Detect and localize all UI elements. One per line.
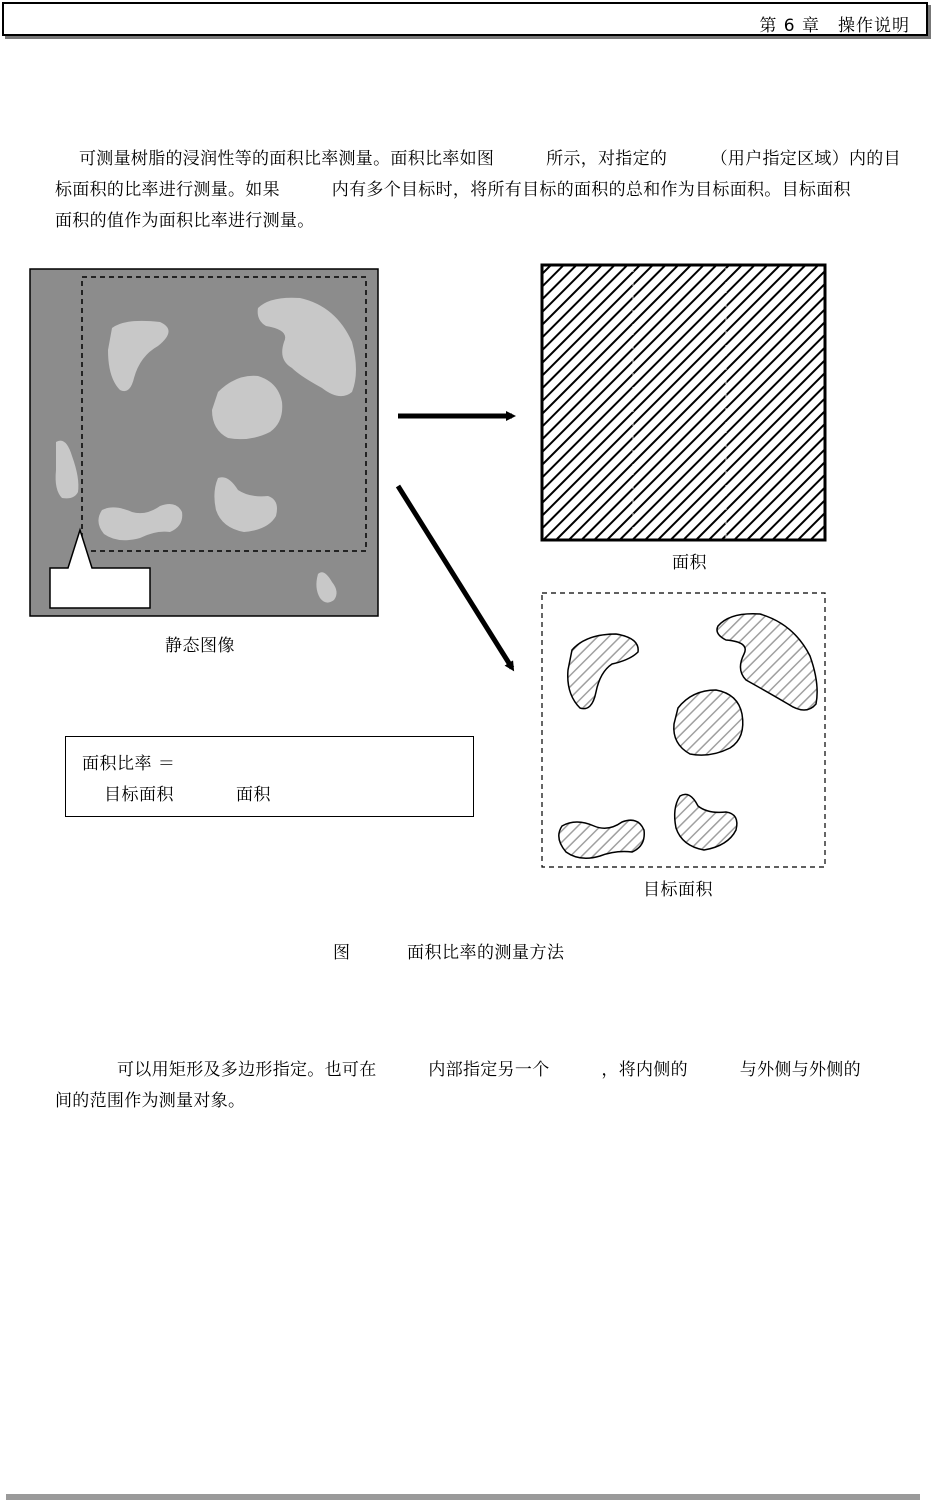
target-blobs: [559, 614, 817, 859]
formula-lhs: 面积比率 ＝: [82, 754, 176, 774]
formula-denominator: 面积: [236, 785, 271, 805]
formula-numerator: 目标面积: [104, 785, 174, 805]
intro-paragraph: 可测量树脂的浸润性等的面积比率测量。面积比率如图 所示，对指定的 （用户指定区域）内的目标面积的比率进行测量。如果 内有多个目标时，将所有目标的面积的总和作为目标面积。目标面积 面积的值作为面积比率进行测量。: [55, 149, 903, 231]
chapter-title: 第 6 章 操作说明: [759, 16, 910, 36]
figure-caption-prefix: 图: [333, 943, 350, 963]
target-area-panel: [542, 593, 825, 867]
static-image-label: 静态图像: [165, 636, 235, 656]
figure-caption: 面积比率的测量方法: [407, 943, 565, 963]
arrow-to-target-area: [398, 486, 512, 668]
target-area-label: 目标面积: [643, 880, 713, 900]
footer-bar: [6, 1494, 920, 1500]
area-panel: [542, 265, 825, 540]
closing-paragraph: 可以用矩形及多边形指定。也可在 内部指定另一个 ，将内侧的 与外侧与外侧的 间的范围作为测量对象。: [55, 1060, 913, 1111]
formula-box: [65, 736, 474, 817]
area-label: 面积: [672, 553, 707, 573]
static-image-panel: [30, 269, 378, 616]
